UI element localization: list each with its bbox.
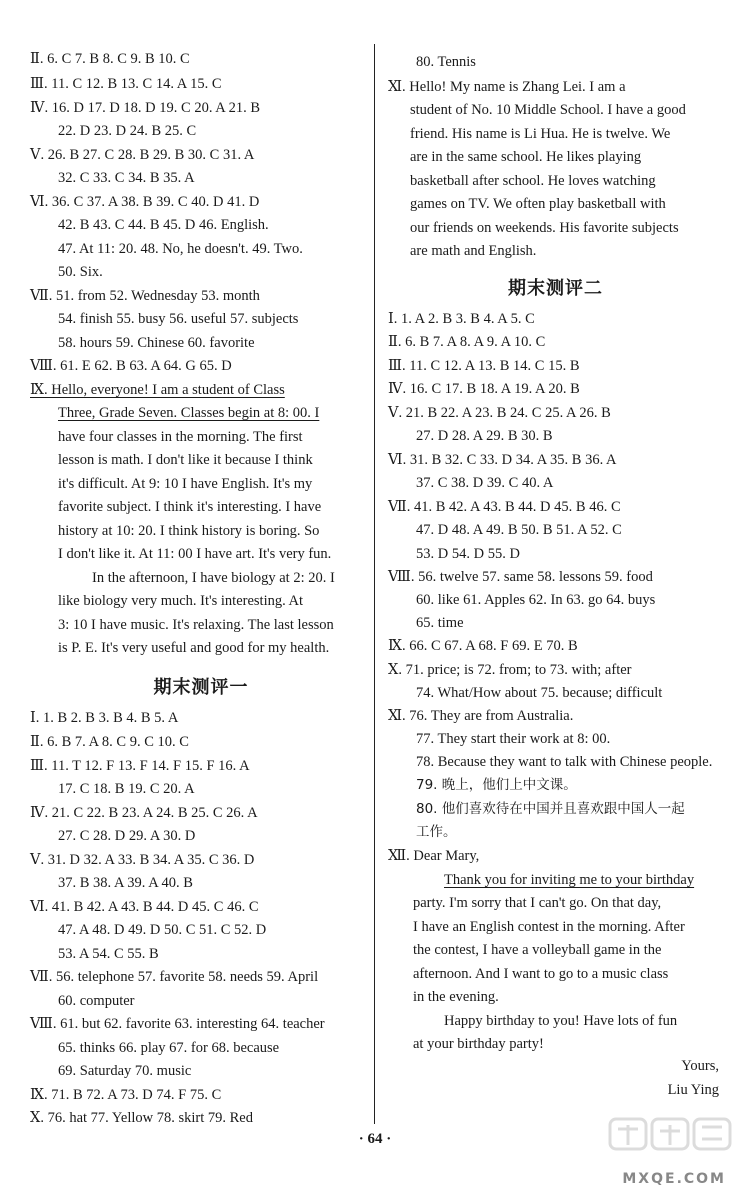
answer-line: Ⅺ. 76. They are from Australia. — [388, 708, 574, 724]
answer-line: Ⅹ. 71. price; is 72. from; to 73. with; after — [388, 662, 632, 678]
essay-line: it's difficult. At 9: 10 I have English. It's my — [58, 476, 313, 492]
answer-line: Ⅶ. 41. B 42. A 43. B 44. D 45. B 46. C — [388, 499, 621, 515]
answer-line: Ⅴ. 31. D 32. A 33. B 34. A 35. C 36. D — [30, 852, 255, 868]
letter-line: Happy birthday to you! Have lots of fun — [444, 1013, 678, 1029]
answer-line: Ⅹ. 76. hat 77. Yellow 78. skirt 79. Red — [30, 1110, 253, 1126]
answer-line: 47. D 48. A 49. B 50. B 51. A 52. C — [416, 522, 622, 538]
essay-line: student of No. 10 Middle School. I have a good — [410, 102, 686, 118]
answer-line: 50. Six. — [58, 264, 103, 280]
answer-line: 27. D 28. A 29. B 30. B — [416, 428, 553, 444]
answer-line: Ⅱ. 6. B 7. A 8. A 9. A 10. C — [388, 334, 546, 350]
answer-line: Ⅸ. 71. B 72. A 73. D 74. F 75. C — [30, 1087, 222, 1103]
letter-line: Thank you for inviting me to your birthday — [444, 872, 695, 888]
essay-line: our friends on weekends. His favorite subjects — [410, 220, 679, 236]
answer-line: Ⅱ. 6. B 7. A 8. C 9. C 10. C — [30, 734, 189, 750]
answer-line: 37. C 38. D 39. C 40. A — [416, 475, 554, 491]
essay-line: have four classes in the morning. The first — [58, 429, 303, 445]
letter-signature: Liu Ying — [667, 1082, 719, 1098]
answer-line: Ⅲ. 11. T 12. F 13. F 14. F 15. F 16. A — [30, 758, 250, 774]
section-title: 期末测评一 — [153, 677, 249, 698]
answer-line: 47. At 11: 20. 48. No, he doesn't. 49. Two. — [58, 241, 303, 257]
answer-line: Ⅱ. 6. C 7. B 8. C 9. B 10. C — [30, 51, 190, 67]
answer-line: 65. time — [416, 615, 464, 631]
answer-line: 65. thinks 66. play 67. for 68. because — [58, 1040, 280, 1056]
watermark-text: MXQE.COM — [622, 1171, 726, 1187]
answer-line: Ⅵ. 41. B 42. A 43. B 44. D 45. C 46. C — [30, 899, 259, 915]
answer-line: 74. What/How about 75. because; difficult — [416, 685, 663, 701]
answer-line: 69. Saturday 70. music — [58, 1063, 192, 1079]
answer-line: Ⅷ. 56. twelve 57. same 58. lessons 59. food — [388, 569, 653, 585]
answer-line: 79. 晚上，他们上中文课。 — [416, 777, 577, 793]
essay-line: basketball after school. He loves watching — [410, 173, 656, 189]
essay-line: Three, Grade Seven. Classes begin at 8: 00. I — [58, 405, 320, 421]
column-divider — [374, 44, 375, 1124]
essay-line: lesson is math. I don't like it because I think — [58, 452, 313, 468]
answer-line: Ⅲ. 11. C 12. A 13. B 14. C 15. B — [388, 358, 580, 374]
essay-line: games on TV. We often play basketball with — [410, 196, 666, 212]
letter-line: in the evening. — [413, 989, 499, 1005]
answer-line: 80. 他们喜欢待在中国并且喜欢跟中国人一起 — [416, 801, 685, 817]
answer-line: 37. B 38. A 39. A 40. B — [58, 875, 193, 891]
answer-line: Ⅴ. 26. B 27. C 28. B 29. B 30. C 31. A — [30, 147, 255, 163]
essay-line: Ⅸ. Hello, everyone! I am a student of Class — [30, 382, 285, 398]
essay-line: favorite subject. I think it's interesting. I have — [58, 499, 322, 515]
answer-line: 22. D 23. D 24. B 25. C — [58, 123, 197, 139]
essay-line: I don't like it. At 11: 00 I have art. It's very fun. — [58, 546, 332, 562]
answer-line: 54. finish 55. busy 56. useful 57. subjects — [58, 311, 299, 327]
answer-line: 47. A 48. D 49. D 50. C 51. C 52. D — [58, 922, 267, 938]
answer-line: Ⅳ. 16. C 17. B 18. A 19. A 20. B — [388, 381, 580, 397]
answer-line: Ⅷ. 61. but 62. favorite 63. interesting 64. teacher — [30, 1016, 325, 1032]
answer-line: Ⅰ. 1. A 2. B 3. B 4. A 5. C — [388, 311, 535, 327]
essay-line: Ⅺ. Hello! My name is Zhang Lei. I am a — [388, 79, 626, 95]
letter-line: at your birthday party! — [413, 1036, 544, 1052]
essay-line: is P. E. It's very useful and good for my health. — [58, 640, 330, 656]
answer-line: 78. Because they want to talk with Chinese people. — [416, 754, 713, 770]
letter-line: party. I'm sorry that I can't go. On that day, — [413, 895, 662, 911]
watermark-logo-icon — [608, 1117, 732, 1179]
answer-line: 60. computer — [58, 993, 135, 1009]
answer-line: 27. C 28. D 29. A 30. D — [58, 828, 196, 844]
answer-line: 53. A 54. C 55. B — [58, 946, 159, 962]
letter-line: the contest, I have a volleyball game in the — [413, 942, 662, 958]
essay-line: like biology very much. It's interesting. At — [58, 593, 304, 609]
answer-line: 77. They start their work at 8: 00. — [416, 731, 611, 747]
answer-line: 60. like 61. Apples 62. In 63. go 64. buys — [416, 592, 656, 608]
answer-line: Ⅸ. 66. C 67. A 68. F 69. E 70. B — [388, 638, 578, 654]
letter-salutation: Ⅻ. Dear Mary, — [388, 848, 480, 864]
essay-line: are in the same school. He likes playing — [410, 149, 642, 165]
answer-line: 80. Tennis — [416, 54, 476, 70]
answer-line: Ⅳ. 16. D 17. D 18. D 19. C 20. A 21. B — [30, 100, 260, 116]
answer-line: Ⅵ. 31. B 32. C 33. D 34. A 35. B 36. A — [388, 452, 617, 468]
answer-line: 53. D 54. D 55. D — [416, 546, 520, 562]
answer-line: Ⅷ. 61. E 62. B 63. A 64. G 65. D — [30, 358, 232, 374]
answer-line: Ⅶ. 51. from 52. Wednesday 53. month — [30, 288, 260, 304]
answer-line: Ⅵ. 36. C 37. A 38. B 39. C 40. D 41. D — [30, 194, 260, 210]
letter-line: I have an English contest in the morning. After — [413, 919, 685, 935]
section-title: 期末测评二 — [508, 278, 603, 299]
page-number: · 64 · — [358, 1131, 392, 1147]
answer-line: Ⅶ. 56. telephone 57. favorite 58. needs 59. April — [30, 969, 319, 985]
answer-line: 58. hours 59. Chinese 60. favorite — [58, 335, 255, 351]
answer-line: 17. C 18. B 19. C 20. A — [58, 781, 195, 797]
essay-line: are math and English. — [410, 243, 537, 259]
answer-line: Ⅳ. 21. C 22. B 23. A 24. B 25. C 26. A — [30, 805, 258, 821]
essay-line: In the afternoon, I have biology at 2: 20. I — [92, 570, 335, 586]
answer-line: 42. B 43. C 44. B 45. D 46. English. — [58, 217, 269, 233]
essay-line: 3: 10 I have music. It's relaxing. The last lesson — [58, 617, 334, 633]
answer-line: 32. C 33. C 34. B 35. A — [58, 170, 195, 186]
letter-closing: Yours, — [681, 1058, 719, 1074]
answer-line: Ⅰ. 1. B 2. B 3. B 4. B 5. A — [30, 710, 179, 726]
answer-line: 工作。 — [416, 824, 457, 840]
letter-line: afternoon. And I want to go to a music class — [413, 966, 669, 982]
essay-line: friend. His name is Li Hua. He is twelve. We — [410, 126, 671, 142]
answer-line: Ⅴ. 21. B 22. A 23. B 24. C 25. A 26. B — [388, 405, 611, 421]
essay-line: history at 10: 20. I think history is boring. So — [58, 523, 320, 539]
answer-line: Ⅲ. 11. C 12. B 13. C 14. A 15. C — [30, 76, 222, 92]
